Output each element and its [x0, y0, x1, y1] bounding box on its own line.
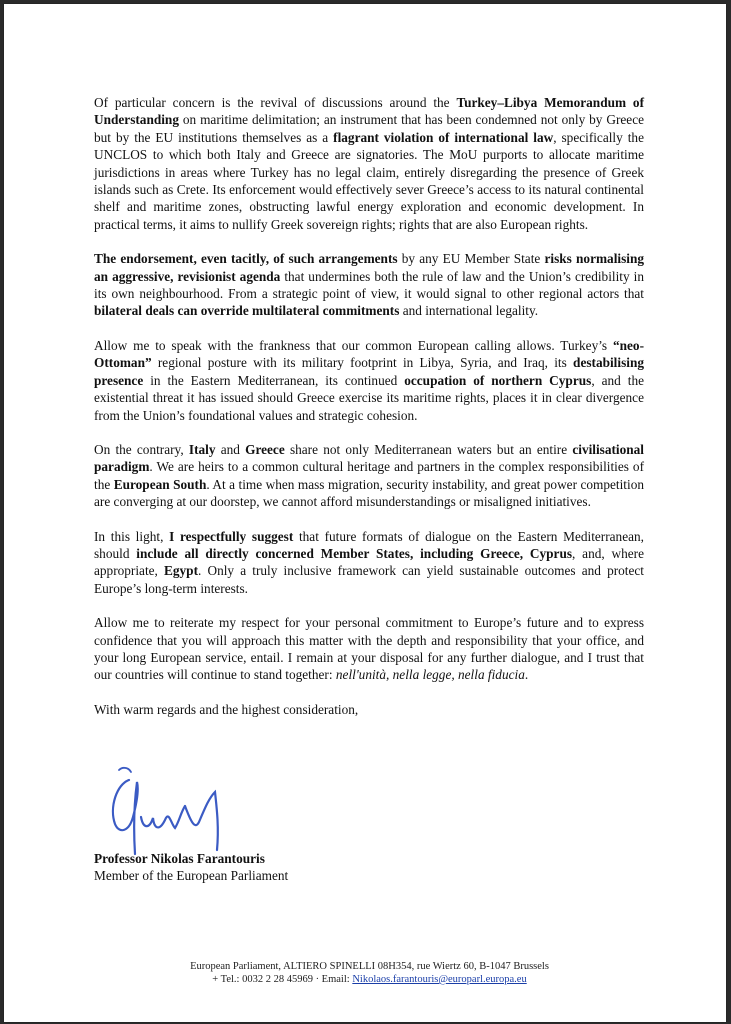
letter-paragraph [94, 94, 644, 233]
letter-page [4, 4, 726, 1022]
letter-paragraph [94, 614, 644, 684]
text-run: , specifically the UNCLOS to which both Italy and Greece are signatories. The MoU purports to allocate maritime jurisdictions in areas where Turkey has no legal claim, entirely disregarding the presence of Greek islands such as Crete. Its enforcement would effectively sever Greece’s access to its natural continental shelf and maritime zones, obstructing lawful energy exploration and economic development. In practical terms, it aims to nullify Greek sovereign rights; rights that are also European rights. [94, 129, 644, 232]
text-run: Of particular concern is the revival of discussions around the [94, 95, 457, 110]
bold-text-run: civilisational paradigm [94, 441, 645, 475]
text-run: Allow me to reiterate my respect for your personal commitment to Europe’s future and to express confidence that you will approach this matter with the depth and responsibility that your office, and your long European service, entail. I remain at your disposal for any further dialogue, and I trust that our countries will continue to stand together: [94, 615, 644, 683]
letter-paragraph [94, 441, 644, 511]
bold-text-run: Egypt [164, 563, 199, 579]
footer-tel: + Tel.: 0032 2 28 45969 · Email: [212, 974, 353, 985]
text-run: that future formats of dialogue on the Eastern Mediterranean, should [94, 528, 644, 561]
closing-line: With warm regards and the highest consideration, [94, 701, 359, 717]
letter-body [94, 94, 644, 735]
bold-text-run: European South [113, 476, 207, 492]
signature-block [94, 850, 288, 884]
letter-paragraph [94, 528, 644, 598]
bold-text-run: “neo-Ottoman” [94, 337, 644, 371]
text-run: . We are heirs to a common cultural heritage and partners in the complex responsibilities of the [94, 459, 644, 492]
footer-contact [4, 973, 731, 986]
bold-text-run: flagrant violation of international law [333, 129, 554, 145]
text-run: regional posture with its military footprint in Libya, Syria, and Iraq, its [151, 355, 574, 371]
letter-paragraph [94, 250, 644, 320]
text-run: . [524, 667, 529, 683]
handwritten-signature [99, 762, 279, 862]
text-run: by any EU Member State [397, 251, 545, 267]
text-run: and [215, 441, 246, 457]
text-run: share not only Mediterranean waters but an entire [284, 441, 573, 457]
footer-email-link[interactable]: Nikolaos.farantouris@europarl.europa.eu [352, 974, 527, 985]
text-run: that undermines both the rule of law and the Union’s credibility in its own neighbourhood. From a strategic point of view, it would signal to other regional actors that [94, 268, 644, 302]
bold-text-run: I respectfully suggest [169, 528, 294, 544]
text-run: , and the existential threat it has issued should Greece exercise its maritime rights, places it in clear divergence from the Union’s foundational values and strategic cohesion. [94, 372, 644, 423]
text-run: on maritime delimitation; an instrument that has been condemned not only by Greece but by the EU institutions themselves as a [94, 112, 644, 145]
text-run: On the contrary, [94, 441, 189, 457]
signatory-name: Professor Nikolas Farantouris [94, 851, 265, 866]
paragraph-list [94, 94, 644, 684]
bold-text-run: Greece [245, 441, 285, 457]
text-run: and international legality. [399, 303, 539, 319]
text-run: Allow me to speak with the frankness that our common European calling allows. Turkey’s [94, 337, 613, 353]
text-run: . At a time when mass migration, security instability, and great power competition are converging at our doorstep, we cannot afford misunderstandings or misaligned initiatives. [94, 476, 644, 510]
bold-text-run: The endorsement, even tacitly, of such arrangements [94, 251, 398, 267]
letter-footer [4, 960, 731, 986]
text-run: . Only a truly inclusive framework can yield sustainable outcomes and protect Europe’s long-term interests. [94, 563, 644, 596]
signatory-title: Member of the European Parliament [94, 868, 289, 883]
bold-text-run: bilateral deals can override multilateral commitments [94, 303, 400, 319]
bold-text-run: Italy [188, 441, 216, 457]
text-run: , and, where appropriate, [94, 545, 644, 579]
bold-text-run: destabilising presence [94, 355, 644, 388]
letter-paragraph [94, 337, 644, 424]
bold-text-run: include all directly concerned Member States, including Greece, Cyprus [136, 545, 573, 561]
text-run: in the Eastern Mediterranean, its continued [143, 372, 405, 388]
bold-text-run: occupation of northern Cyprus [404, 372, 592, 388]
italic-text-run: nell'unità, nella legge, nella fiducia [335, 667, 525, 683]
bold-text-run: risks normalising an aggressive, revisionist agenda [94, 251, 644, 284]
footer-address: European Parliament, ALTIERO SPINELLI 08H354, rue Wiertz 60, B-1047 Brussels [190, 961, 549, 972]
text-run: In this light, [94, 528, 170, 544]
bold-text-run: Turkey–Libya Memorandum of Understanding [94, 95, 644, 128]
